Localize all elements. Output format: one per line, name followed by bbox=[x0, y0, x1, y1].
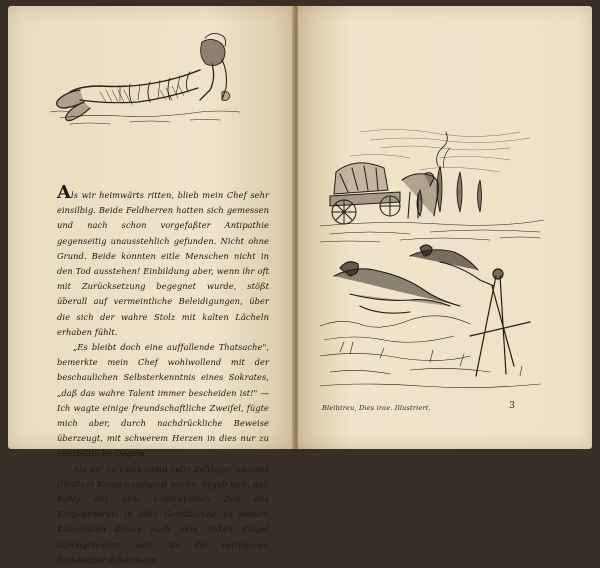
paragraph-2: „Es bleibt doch eine auffallende Thatsache", bemerkte mein Chef wohlwollend mit der beschaulichen Selbsterkenntnis eines Sokrates, „daß das wahre Talent immer bescheiden ist!" — Ich wagte einige freundschaftliche Zweifel, fügte mich aber, durch nachdrückliche Beweise überzeugt, mit schwerem Herzen in dies nur zu unerbittliche Dogma. bbox=[57, 342, 269, 459]
drop-cap: A bbox=[57, 182, 72, 203]
paragraph-1: Als wir heimwärts ritten, blieb mein Chef sehr einsilbig. Beide Feldherren hatten sich gemessen und nach schon vorgefaßter Antipathie gegenseitig unausstehlich gefunden. Nicht ohne Grund. Beide konnten eitle Menschen nicht in den Tod ausstehen! Einbildung aber, wenn ihr oft mit Zurücksetzung begegnet wurde, stößt überall auf vermeintliche Beleidigungen, über die sich der wahre Stolz mit kalten Lächeln erhaben fühlt. bbox=[57, 182, 269, 337]
illustration-wagon-and-fallen-soldiers bbox=[320, 126, 544, 396]
left-page-text bbox=[57, 182, 269, 568]
illustration-woman-lying-on-ground bbox=[40, 30, 250, 142]
page-number: 3 bbox=[509, 401, 515, 411]
illustration-caption: Bleibtreu, Dies irae. Illustriert. bbox=[322, 404, 431, 412]
paragraph-3: Als wir im vieux camp beim Zeltlager unseres (fünften) Korps angelangt waren, ergab sich, daß Failly mit dem komfortablen Zelt des Korpsgenerals in aller Gemütsruhe zu seinem Kameraden Douay nach dem linken Flügel durchgebrannt war. Als die verlegenen Divisionäre daher beim bbox=[57, 463, 269, 565]
